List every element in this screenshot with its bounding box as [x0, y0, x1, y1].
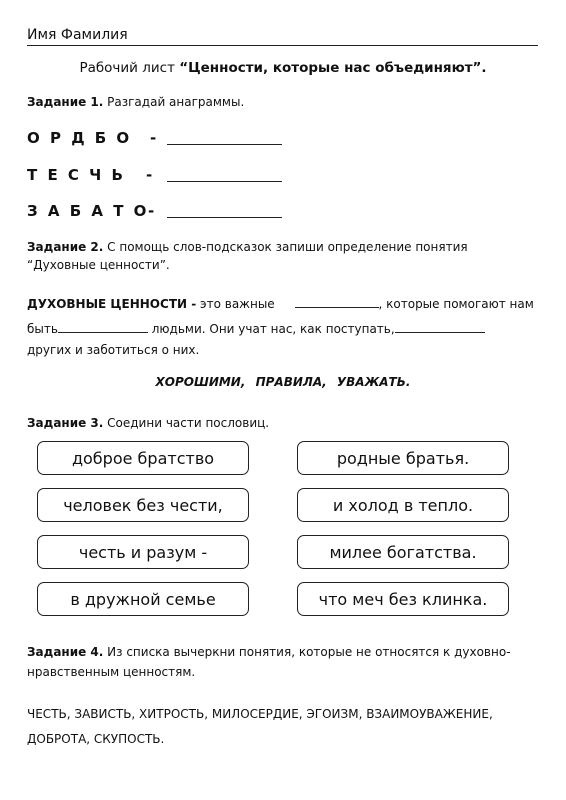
definition-part-4: людьми. Они учат нас, как поступать,: [147, 322, 395, 336]
title-prefix: Рабочий лист: [79, 60, 180, 76]
definition-term: ДУХОВНЫЕ ЦЕННОСТИ -: [27, 297, 197, 311]
definition-part-2: , которые помогают нам: [378, 297, 534, 311]
task3-heading: [27, 415, 269, 431]
anagram-dash: -: [150, 129, 157, 147]
name-label: Имя Фамилия: [27, 27, 128, 43]
anagram-letters: З А Б А Т О: [27, 202, 147, 220]
anagram-dash: -: [146, 166, 153, 184]
definition-blank-3[interactable]: [395, 319, 485, 333]
definition-part-3: быть: [27, 322, 58, 336]
task2-text: С помощь слов-подсказок запиши определение понятия “Духовные ценности”.: [27, 240, 468, 272]
proverb-left-box[interactable]: человек без чести,: [37, 488, 249, 522]
name-field[interactable]: [27, 27, 538, 46]
proverb-right-box[interactable]: родные братья.: [297, 441, 509, 475]
title-main: “Ценности, которые нас объединяют”.: [179, 60, 487, 76]
anagram-row: [27, 166, 297, 186]
anagram-answer-blank[interactable]: [167, 181, 282, 182]
definition-line-3: [27, 343, 537, 357]
definition-part-5: других и заботиться о них.: [27, 343, 200, 357]
task4-heading: [27, 642, 527, 682]
definition-blank-1[interactable]: [295, 294, 379, 308]
concepts-list-line-1[interactable]: ЧЕСТЬ, ЗАВИСТЬ, ХИТРОСТЬ, МИЛОСЕРДИЕ, ЭГОИЗМ, ВЗАИМОУВАЖЕНИЕ,: [27, 707, 493, 721]
hint-words: ХОРОШИМИ, ПРАВИЛА, УВАЖАТЬ.: [155, 375, 411, 389]
task2-heading: [27, 238, 532, 274]
task1-text: Разгадай анаграммы.: [103, 95, 245, 109]
task2-label: Задание 2.: [27, 240, 104, 254]
anagram-row: [27, 202, 297, 222]
proverb-left-box[interactable]: доброе братство: [37, 441, 249, 475]
page-title: [0, 60, 566, 76]
proverb-left-box[interactable]: честь и разум -: [37, 535, 249, 569]
proverb-right-box[interactable]: милее богатства.: [297, 535, 509, 569]
task1-label: Задание 1.: [27, 95, 104, 109]
task4-label: Задание 4.: [27, 645, 104, 659]
anagram-answer-blank[interactable]: [167, 217, 282, 218]
concepts-list-line-2[interactable]: ДОБРОТА, СКУПОСТЬ.: [27, 732, 165, 746]
anagram-letters: О Р Д Б О: [27, 129, 130, 147]
anagram-dash: -: [148, 202, 155, 220]
proverb-right-box[interactable]: и холод в тепло.: [297, 488, 509, 522]
task3-text: Соедини части пословиц.: [103, 416, 270, 430]
concepts-list: [27, 702, 537, 752]
proverb-left-box[interactable]: в дружной семье: [37, 582, 249, 616]
definition-blank-2[interactable]: [58, 319, 148, 333]
task1-heading: [27, 94, 244, 110]
anagram-answer-blank[interactable]: [167, 144, 282, 145]
anagram-row: [27, 129, 297, 149]
task3-label: Задание 3.: [27, 416, 104, 430]
definition-line-1: [27, 294, 537, 311]
anagram-letters: Т Е С Ч Ь: [27, 166, 123, 184]
definition-line-2: [27, 319, 537, 336]
task4-text: Из списка вычеркни понятия, которые не относятся к духовно-нравственным ценностям.: [27, 645, 511, 679]
proverb-right-box[interactable]: что меч без клинка.: [297, 582, 509, 616]
definition-part-1: это важные: [196, 297, 279, 311]
